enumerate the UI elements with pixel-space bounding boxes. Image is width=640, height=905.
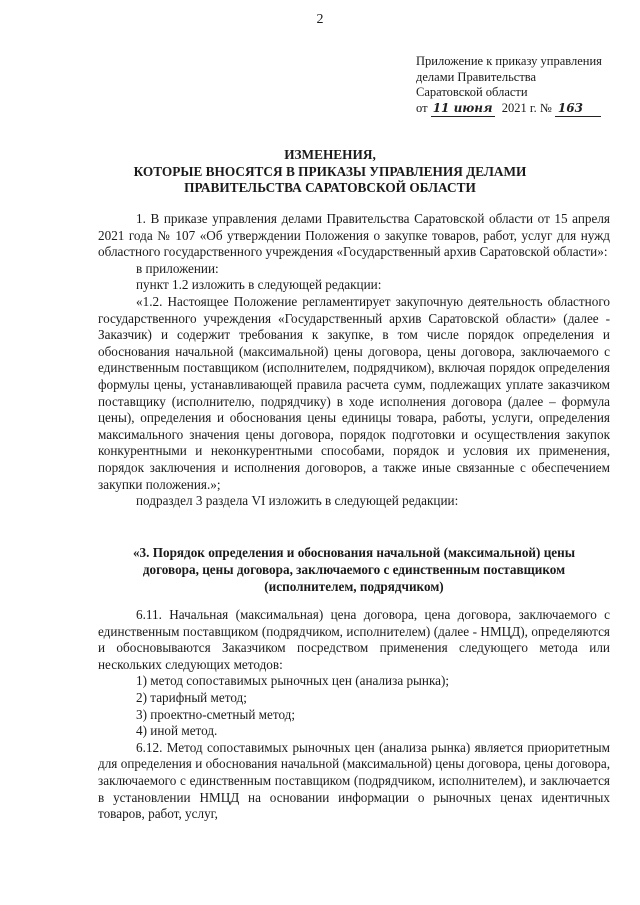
paragraph-6-12: 6.12. Метод сопоставимых рыночных цен (анализа рынка) является приоритетным для определения и обоснования начальной (максимальной) цены договора, цены договора, заключаемого с единственным поставщиком (подрядчиком, исполнителем), и заключается в установлении НМЦД на основании информации о рыночных ценах идентичных товаров, работ, услуг, — [98, 739, 610, 822]
section-heading-line-2: договора, цены договора, заключаемого с единственным поставщиком — [142, 562, 566, 577]
section-heading — [98, 544, 610, 595]
list-item-2: 2) тарифный метод; — [136, 689, 247, 705]
appendix-line-2: делами Правительства — [416, 69, 537, 84]
body-text-bottom — [98, 607, 610, 823]
appendix-line-1: Приложение к приказу управления — [416, 54, 602, 68]
page-number: 2 — [316, 12, 324, 27]
title-line-1: ИЗМЕНЕНИЯ, — [284, 147, 376, 162]
body-text-top — [98, 211, 610, 510]
handwritten-number: 163 — [555, 101, 601, 118]
from-label: от — [416, 100, 428, 115]
section-heading-line-1: «3. Порядок определения и обоснования начальной (максимальной) цены — [132, 545, 576, 560]
paragraph-4: «1.2. Настоящее Положение регламентирует закупочную деятельность областного государственного учреждения «Государственный архив Саратовской области» (далее - Заказчик) и содержит требования к закупке, в том числе порядок определения и обоснования начальной (максимальной) цены договора, цены договора, заключаемого с единственным поставщиком (исполнителем, подрядчиком), включая порядок определения формулы цены, устанавливающей правила расчета сумм, подлежащих уплате заказчиком поставщику (исполнителю, подрядчику) в ходе исполнения договора (далее – формула цены), определения и обоснования цены единицы товара, работы, услуги, определения максимального значения цены договора, порядок подготовки и осуществления закупок конкурентными и неконкурентными способами, порядок и условия их применения, порядок заключения и исполнения договоров, а также иные связанные с обеспечением закупки положения.»; — [98, 293, 610, 492]
appendix-header — [416, 54, 628, 117]
paragraph-2: в приложении: — [136, 260, 219, 276]
year-number-label: 2021 г. № — [501, 100, 552, 115]
list-item-1: 1) метод сопоставимых рыночных цен (анализа рынка); — [136, 673, 450, 689]
paragraph-3: пункт 1.2 изложить в следующей редакции: — [136, 277, 382, 293]
paragraph-6-11: 6.11. Начальная (максимальная) цена договора, цена договора, заключаемого с единственным поставщиком (подрядчиком, исполнителем) (далее - НМЦД), определяются и обосновываются Заказчиком посредством применения следующего метода или нескольких следующих методов: — [98, 607, 610, 672]
list-item-4: 4) иной метод. — [136, 723, 218, 739]
list-item-3: 3) проектно-сметный метод; — [136, 706, 296, 722]
document-title — [60, 147, 600, 197]
appendix-date-line — [416, 101, 628, 118]
title-line-2: КОТОРЫЕ ВНОСЯТСЯ В ПРИКАЗЫ УПРАВЛЕНИЯ ДЕЛАМИ — [133, 163, 527, 179]
paragraph-1: 1. В приказе управления делами Правительства Саратовской области от 15 апреля 2021 года № 107 «Об утверждении Положения о закупке товаров, работ, услуг для нужд областного государственного учреждения «Государственный архив Саратовской области»: — [98, 211, 610, 260]
paragraph-5: подраздел 3 раздела VI изложить в следующей редакции: — [136, 493, 459, 509]
title-line-3: ПРАВИТЕЛЬСТВА САРАТОВСКОЙ ОБЛАСТИ — [184, 180, 476, 195]
section-heading-line-3: (исполнителем, подрядчиком) — [264, 579, 444, 594]
appendix-line-3: Саратовской области — [416, 85, 528, 99]
handwritten-date: 11 июня — [431, 101, 495, 118]
